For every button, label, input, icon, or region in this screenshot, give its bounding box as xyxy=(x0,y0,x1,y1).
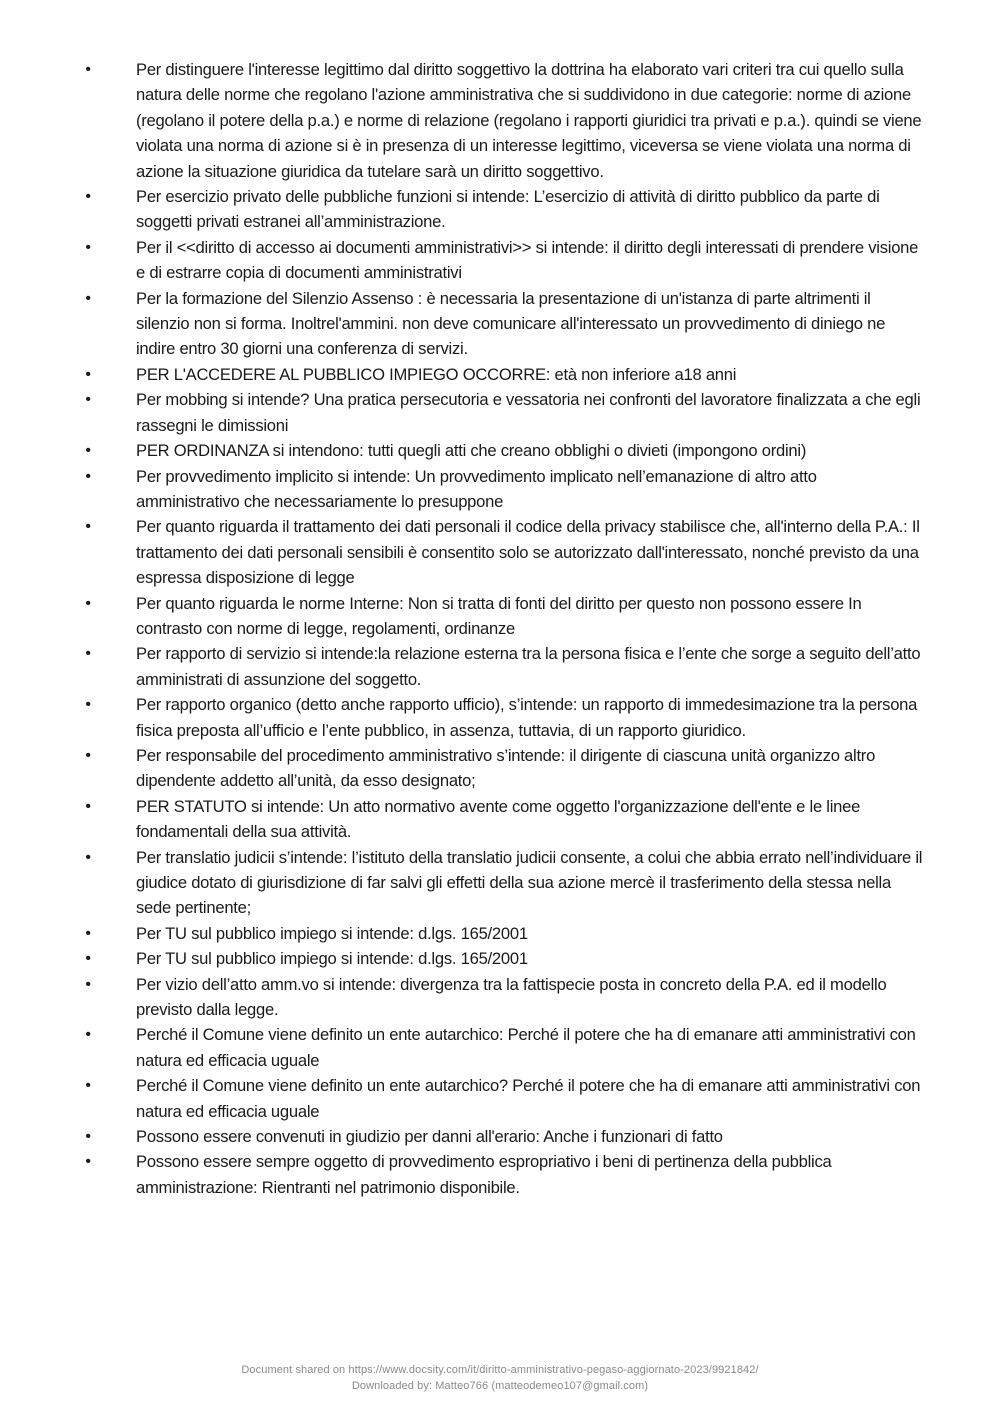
bullet-icon: • xyxy=(85,391,91,409)
list-item-text: PER STATUTO si intende: Un atto normativo avente come oggetto l'organizzazione dell'ente e le linee fondamentali della sua attività. xyxy=(136,796,861,842)
bullet-icon: • xyxy=(85,289,91,307)
list-item-text: PER ORDINANZA si intendono: tutti quegli atti che creano obblighi o divieti (impongono ordini) xyxy=(136,441,807,461)
list-item xyxy=(0,743,924,794)
list-item xyxy=(0,1022,924,1073)
list-item-text: Per vizio dell’atto amm.vo si intende: divergenza tra la fattispecie posta in concreto della P.A. ed il modello previsto dalla legge. xyxy=(136,974,887,1020)
list-item xyxy=(0,387,924,438)
list-item xyxy=(0,362,924,387)
list-item xyxy=(0,514,924,590)
list-item xyxy=(0,1073,924,1124)
list-item xyxy=(0,286,924,362)
list-item-text: Per translatio judicii s’intende: l’istituto della translatio judicii consente, a colui che abbia errato nell’individuare il giudice dotato di giurisdizione di far salvi gli effetti della sua azione mercè il trasferimento della stessa nella sede pertinente; xyxy=(136,847,923,918)
bullet-icon: • xyxy=(85,1153,91,1171)
list-item-text: Per distinguere l'interesse legittimo dal diritto soggettivo la dottrina ha elaborato vari criteri tra cui quello sulla natura delle norme che regolano l'azione amministrativa che si suddividono in due categorie: norme di azione (regolano il potere della p.a.) e norme di relazione (regolano i rapporti giuridici tra privati e p.a.). quindi se viene violata una norma di azione si è in presenza di un interesse legittimo, viceversa se viene violata una norma di azione la situazione giuridica da tutelare sarà un diritto soggettivo. xyxy=(136,60,922,181)
list-item xyxy=(0,921,924,946)
list-item-text: Possono essere sempre oggetto di provvedimento espropriativo i beni di pertinenza della pubblica amministrazione: Rientranti nel patrimonio disponibile. xyxy=(136,1152,832,1197)
footer-downloaded-text: Downloaded by: Matteo766 (matteodemeo107@gmail.com) xyxy=(351,1380,649,1392)
list-item xyxy=(0,946,924,971)
bullet-list xyxy=(0,57,1000,1200)
bullet-icon: • xyxy=(85,696,91,714)
list-item xyxy=(0,184,924,235)
list-item xyxy=(0,1124,924,1149)
list-item-text: Possono essere convenuti in giudizio per danni all'erario: Anche i funzionari di fatto xyxy=(136,1127,723,1147)
bullet-icon: • xyxy=(85,188,91,206)
list-item xyxy=(0,794,924,845)
bullet-icon: • xyxy=(85,365,91,383)
bullet-icon: • xyxy=(85,467,91,485)
list-item-text: Per provvedimento implicito si intende: Un provvedimento implicato nell’emanazione di altro atto amministrativo che necessariamente lo presuppone xyxy=(136,466,817,511)
list-item-text: Per mobbing si intende? Una pratica persecutoria e vessatoria nei confronti del lavoratore finalizzata a che egli rassegni le dimissioni xyxy=(136,390,921,435)
bullet-icon: • xyxy=(85,518,91,536)
list-item-text: Per TU sul pubblico impiego si intende: d.lgs. 165/2001 xyxy=(136,949,528,969)
list-item-text: PER L'ACCEDERE AL PUBBLICO IMPIEGO OCCORRE: età non inferiore a18 anni xyxy=(136,364,737,384)
list-item xyxy=(0,641,924,692)
list-item xyxy=(0,692,924,743)
list-item xyxy=(0,464,924,515)
bullet-icon: • xyxy=(85,746,91,764)
bullet-icon: • xyxy=(85,1128,91,1146)
list-item xyxy=(0,57,924,184)
list-item xyxy=(0,235,924,286)
list-item xyxy=(0,438,924,463)
list-item-text: Per responsabile del procedimento amministrativo s’intende: il dirigente di ciascuna unità organizzo altro dipendente addetto all’unità, da esso designato; xyxy=(136,745,876,791)
bullet-icon: • xyxy=(85,1026,91,1044)
footer-shared-text: Document shared on https://www.docsity.com/it/diritto-amministrativo-pegaso-aggiornato-2023/9921842/ xyxy=(241,1364,759,1376)
bullet-icon: • xyxy=(85,1077,91,1095)
bullet-icon: • xyxy=(85,594,91,612)
bullet-icon: • xyxy=(85,645,91,663)
list-item xyxy=(0,845,924,921)
list-item-text: Perché il Comune viene definito un ente autarchico: Perché il potere che ha di emanare atti amministrativi con natura ed efficacia uguale xyxy=(136,1025,916,1070)
list-item-text: Per esercizio privato delle pubbliche funzioni si intende: L’esercizio di attività di diritto pubblico da parte di soggetti privati estranei all’amministrazione. xyxy=(136,187,880,232)
bullet-icon: • xyxy=(85,238,91,256)
list-item xyxy=(0,591,924,642)
list-item-text: Per quanto riguarda il trattamento dei dati personali il codice della privacy stabilisce che, all'interno della P.A.: Il trattamento dei dati personali sensibili è consentito solo se autorizzato dall'interessato, nonché previsto da una espressa disposizione di legge xyxy=(136,517,920,588)
bullet-icon: • xyxy=(85,924,91,942)
list-item-text: Per TU sul pubblico impiego si intende: d.lgs. 165/2001 xyxy=(136,923,528,943)
bullet-icon: • xyxy=(85,61,91,78)
list-item-text: Per la formazione del Silenzio Assenso : è necessaria la presentazione di un'istanza di parte altrimenti il silenzio non si forma. Inoltrel'ammini. non deve comunicare all'interessato un provvedimento di diniego ne indire entro 30 giorni una conferenza di servizi. xyxy=(136,288,886,359)
list-item-text: Perché il Comune viene definito un ente autarchico? Perché il potere che ha di emanare atti amministrativi con natura ed efficacia uguale xyxy=(136,1076,921,1121)
bullet-icon: • xyxy=(85,797,91,815)
bullet-icon: • xyxy=(85,950,91,968)
list-item xyxy=(0,1149,924,1200)
list-item-text: Per il <<diritto di accesso ai documenti amministrativi>> si intende: il diritto degli interessati di prendere visione e di estrarre copia di documenti amministrativi xyxy=(136,237,919,283)
list-item-text: Per quanto riguarda le norme Interne: Non si tratta di fonti del diritto per questo non possono essere In contrasto con norme di legge, regolamenti, ordinanze xyxy=(136,593,862,638)
bullet-icon: • xyxy=(85,442,91,460)
bullet-icon: • xyxy=(85,975,91,993)
list-item-text: Per rapporto organico (detto anche rapporto ufficio), s’intende: un rapporto di immedesimazione tra la persona fisica preposta all’ufficio e l’ente pubblico, in assenza, tuttavia, di un rapporto giuridico. xyxy=(136,695,918,740)
list-item-text: Per rapporto di servizio si intende:la relazione esterna tra la persona fisica e l’ente che sorge a seguito dell’atto amministrati di assunzione del soggetto. xyxy=(136,644,921,689)
list-item xyxy=(0,972,924,1023)
bullet-icon: • xyxy=(85,848,91,866)
